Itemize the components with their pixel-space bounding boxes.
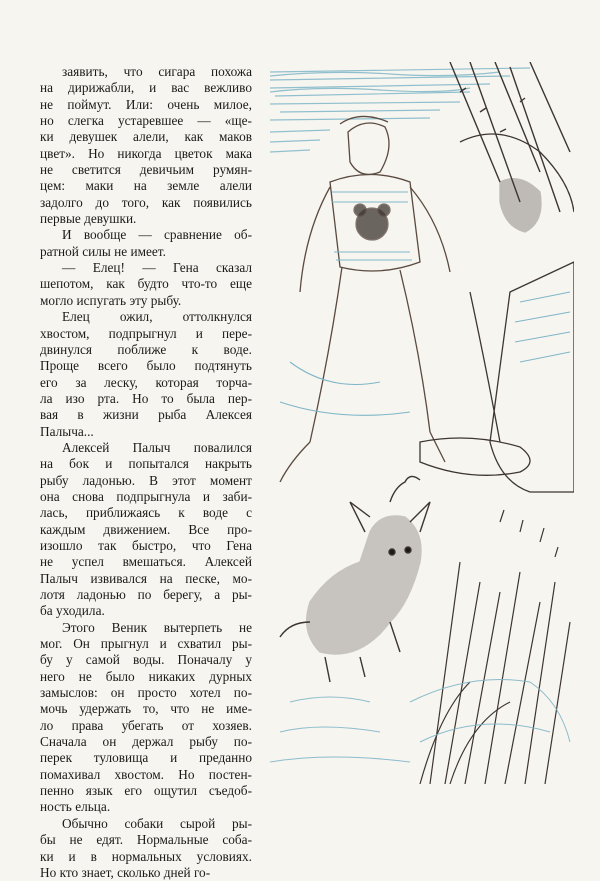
text-line: бу у самой воды. Поначалу у [40, 652, 252, 668]
text-line: могло испугать эту рыбу. [40, 292, 182, 308]
text-line: ло права убегать от хозяев. [40, 717, 252, 733]
text-line: ратной силы не имеет. [40, 243, 166, 259]
text-line: Сначала он держал рыбу по- [40, 734, 252, 750]
text-line: не светится девичьим румян- [40, 162, 252, 178]
text-line: не успел вмешаться. Алексей [40, 554, 252, 570]
text-line: — Елец! — Гена сказал [62, 260, 252, 276]
text-line: помахивал хвостом. Но постен- [40, 766, 252, 782]
text-line: его за леску, которая торча- [40, 374, 252, 390]
text-line: первые девушки. [40, 211, 137, 227]
text-line: Обычно собаки сырой ры- [62, 815, 252, 831]
text-line: вая в жизни рыба Алексея [40, 407, 252, 423]
pencil-sketch-boy-dog-fish-icon [270, 62, 574, 784]
illustration [270, 62, 574, 784]
text-line: ла изо рта. Но то была пер- [40, 390, 252, 406]
text-line: но слегка устаревшее — «ще- [40, 113, 252, 129]
text-line: Проще всего было подтянуть [40, 358, 252, 374]
text-line: ность ельца. [40, 799, 111, 815]
text-line: Палыча... [40, 423, 94, 439]
text-line: каждым движением. Все про- [40, 521, 252, 537]
text-line: И вообще — сравнение об- [62, 227, 252, 243]
text-line: ки девушек алели, как маков [40, 129, 252, 145]
text-line: она снова подпрыгнула и заби- [40, 488, 252, 504]
text-line: цвет». Но никогда цветок мака [40, 145, 252, 161]
text-line: лась, приближаясь к воде с [40, 505, 252, 521]
text-line: цем: маки на земле алели [40, 178, 252, 194]
text-line: Этого Веник вытерпеть не [62, 619, 252, 635]
text-line: Палыч извивался на песке, мо- [40, 570, 252, 586]
text-line: двинулся поближе к воде. [40, 341, 252, 357]
text-line: Алексей Палыч повалился [62, 439, 252, 455]
text-line: него не было никаких дурных [40, 668, 252, 684]
text-line: на бок и попытался накрыть [40, 456, 252, 472]
text-line: Но кто знает, сколько дней го- [40, 864, 211, 880]
text-line: ба уходила. [40, 603, 105, 619]
text-line: на дирижабли, и вас вежливо [40, 80, 252, 96]
text-line: лотя ладонью по берегу, а ры- [40, 587, 252, 602]
text-line: замыслов: он просто хотел по- [40, 685, 252, 701]
text-line: Елец ожил, оттолкнулся [62, 309, 252, 325]
text-line: не поймут. Или: очень милое, [40, 96, 252, 112]
text-line: бы не едят. Нормальные соба- [40, 832, 252, 848]
text-line: ки и в нормальных условиях. [40, 848, 252, 864]
text-line: пенно язык его ощутил съедоб- [40, 783, 252, 799]
text-line: задолго до того, как появились [40, 194, 252, 210]
text-line: рыбу ладонью. В этот момент [40, 472, 252, 488]
text-line: перек туловища и преданно [40, 750, 252, 766]
text-line: заявить, что сигара похожа [62, 64, 252, 79]
text-line: мочь удержать то, что не име- [40, 701, 252, 717]
text-line: изошло так быстро, что Гена [40, 537, 252, 553]
text-line: хвостом, подпрыгнул и пере- [40, 325, 252, 341]
text-column [40, 64, 252, 881]
text-line: шепотом, как будто что-то еще [40, 276, 252, 292]
text-line: мог. Он прыгнул и схватил ры- [40, 636, 252, 652]
